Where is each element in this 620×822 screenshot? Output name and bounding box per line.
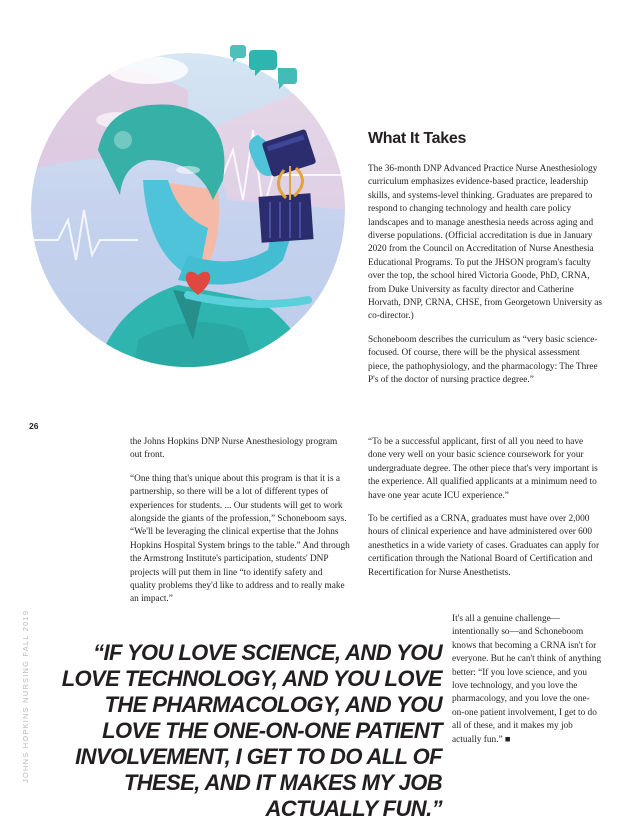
paragraph: “To be a successful applicant, first of all you need to have done very well on your basic science coursework for your undergraduate degree. The other piece that's very important is the experience. All qualified applicants at a minimum need to have one year acute ICU experience.” — [368, 437, 598, 501]
bottom-right-column — [368, 436, 603, 590]
page-number: 26 — [29, 421, 39, 431]
closing-paragraph: It's all a genuine challenge—intentionally so—and Schoneboom knows that becoming a CRNA isn't for everyone. But he can't think of anything better: “If you love science, and you love technology, and you love the pharmacology, and you love the one-on-one patient involvement, I get to do all of these, and it makes my job actually fun.” ■ — [452, 614, 602, 745]
running-footer: JOHNS HOPKINS NURSING FALL 2019 — [21, 609, 30, 783]
paragraph: The 36-month DNP Advanced Practice Nurse Anesthesiology curriculum emphasizes evidence-based practice, leadership skills, and systems-level thinking. Graduates are prepared to respond to changing technology and health care policy landscapes and to manage anesthesia needs across aging and diverse populations. (Official accreditation is due in January 2020 from the Council on Accreditation of Nurse Anesthesia Educational Programs. To put the JHSON program's faculty over the top, the school hired Victoria Goode, PhD, CRNA, from Duke University as faculty director and Catherine Horvath, DNP, CRNA, CHSE, from Georgetown University as co-director.) — [368, 164, 603, 322]
bottom-left-column — [130, 436, 350, 617]
paragraph: Schoneboom describes the curriculum as “very basic science-focused. Of course, there will be the physical assessment piece, the pathophysiology, and the pharmacology: The Three P's of the doctor of nursing practice degree.” — [368, 334, 598, 386]
nurse-illustration — [28, 10, 348, 410]
right-column — [368, 163, 603, 398]
pull-quote: “IF YOU LOVE SCIENCE, AND YOU LOVE TECHNOLOGY, AND YOU LOVE THE PHARMACOLOGY, AND YOU LOVE THE ONE-ON-ONE PATIENT INVOLVEMENT, I GET TO DO ALL OF THESE, AND IT MAKES MY JOB ACTUALLY FUN.” — [61, 640, 442, 821]
paragraph: To be certified as a CRNA, graduates must have over 2,000 hours of clinical experience and have administered over 600 anesthetics in a wide variety of cases. Graduates can apply for certification through the National Board of Certification and Recertification for Nurse Anesthetists. — [368, 514, 600, 578]
paragraph: “One thing that's unique about this program is that it is a partnership, so there will be a lot of different types of experiences for students. ... Our students will get to work alongside the giants of the profession,” Schoneboom says. “We'll be leveraging the clinical expertise that the Johns Hopkins Hospital System brings to the table.” And through the Armstrong Institute's participation, students' DNP projects will put them in line “to identify safety and quality problems they'd like to address and to really make an impact.” — [130, 473, 350, 605]
paragraph: the Johns Hopkins DNP Nurse Anesthesiology program out front. — [130, 437, 338, 461]
section-heading: What It Takes — [368, 130, 467, 147]
